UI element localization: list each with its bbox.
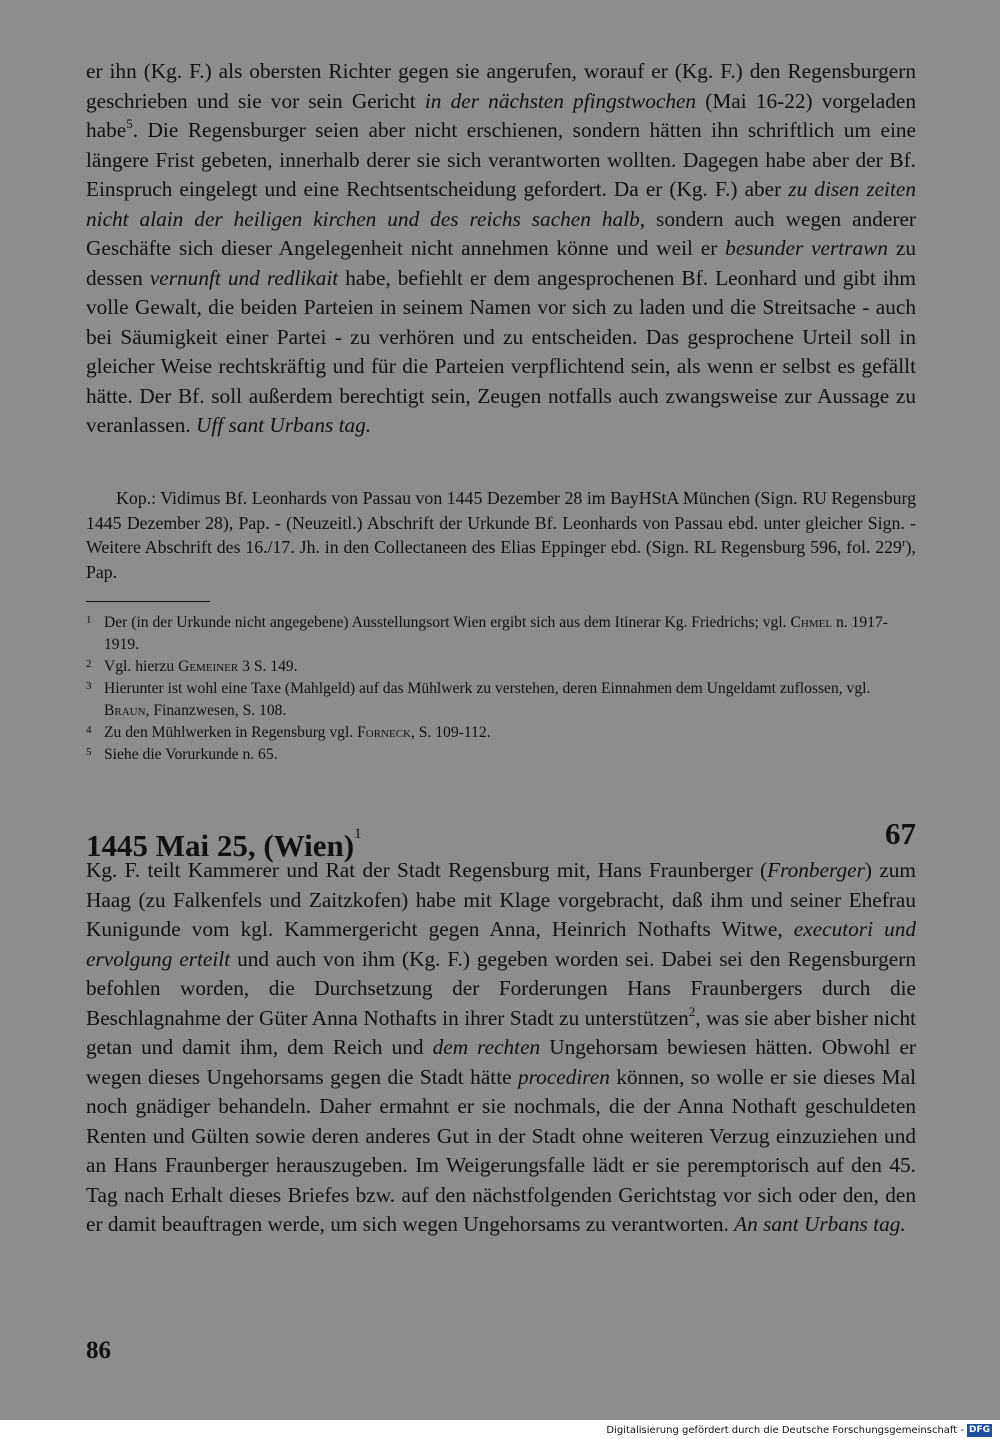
footnote-divider xyxy=(86,601,210,602)
footnote-3: 3 Hierunter ist wohl eine Taxe (Mahlgeld) auf das Mühlwerk zu verstehen, deren Einnahmen dem Ungeldamt zuflossen, vgl. Braun, Finanzwesen, S. 108. xyxy=(86,680,871,719)
footnote-ref: 5 xyxy=(126,116,133,131)
regest-paragraph-67: Kg. F. teilt Kammerer und Rat der Stadt Regensburg mit, Hans Fraunberger (Fronberger) zum Haag (zu Falkenfels und Zaitzkofen) habe mit Klage vorgebracht, daß ihm und seiner Ehefrau Kunigunde vom kgl. Kammergericht gegen Anna, Heinrich Nothafts Witwe, executori und ervolgung erteilt und auch von ihm (Kg. F.) gegeben worden sei. Dabei sei den Regensburgern befohlen worden, die Durchsetzung der Forderungen Hans Fraunbergers durch die Beschlagnahme der Güter Anna Nothafts in ihrer Stadt zu unterstützen$^2$, was sie aber bisher nicht getan und damit ihm, dem Reich und dem rechten Ungehorsam bewiesen hätten. Obwohl er wegen dieses Ungehorsams gegen die Stadt hätte procediren können, so wolle er sie dieses Mal noch gnädiger behandeln. Daher ermahnt er sie nochmals, die der Anna Nothaft geschuldeten Renten und Gülten sowie deren anderes Gut in der Stadt ohne weiteren Verzug einzuziehen und an Hans Fraunberger herauszugeben. Im Weigerungsfalle lädt er sie peremptorisch auf den 45. Tag nach Erhalt dieses Briefes bzw. auf den nächstfolgenden Gerichtstag vor sich oder den, den er damit beauftragen werde, um sich wegen Ungehorsams zu verantworten. An sant Urbans tag. xyxy=(86,858,917,1236)
footnote-ref: 2 xyxy=(688,1003,696,1019)
footnote-2: 2 Vgl. hierzu Gemeiner 3 S. 149. xyxy=(86,658,298,675)
document-number: 67 xyxy=(885,816,916,851)
page-number: 86 xyxy=(86,1337,111,1364)
heading-date: 1445 Mai 25, (Wien) xyxy=(86,828,355,863)
footnote-5: 5 Siehe die Vorurkunde n. 65. xyxy=(86,746,278,763)
footer-text: Digitalisierung gefördert durch die Deutsche Forschungsgemeinschaft - xyxy=(606,1424,964,1436)
digitization-footer xyxy=(606,1422,992,1438)
copy-note: Kop.: Vidimus Bf. Leonhards von Passau von 1445 Dezember 28 im BayHStA München (Sign. RU Regensburg 1445 Dezember 28), Pap. - (Neuzeitl.) Abschrift der Urkunde Bf. Leonhards von Passau ebd. unter gleicher Sign. - Weitere Abschrift des 16./17. Jh. in den Collectaneen des Elias Eppinger ebd. (Sign. RL Regensburg 596, fol. 229$^r$), Pap. xyxy=(86,488,916,582)
regest-paragraph-66-end: er ihn (Kg. F.) als obersten Richter gegen sie angerufen, worauf er (Kg. F.) den Regensburgern geschrieben und sie vor sein Gericht in der nächsten pfingstwochen (Mai 16-22) vorgeladen habe$^5$. Die Regensburger seien aber nicht erschienen, sondern hätten ihn schriftlich um eine längere Frist gebeten, innerhalb derer sie sich verantworten wollten. Dagegen habe aber der Bf. Einspruch eingelegt und eine Rechtsentscheidung gefordert. Da er (Kg. F.) aber zu disen zeiten nicht alain der heiligen kirchen und des reichs sachen halb, sondern auch wegen anderer Geschäfte sich dieser Angelegenheit nicht annehmen könne und weil er besunder vertrawn zu dessen vernunft und redlikait habe, befiehlt er dem angesprochenen Bf. Leonhard und gibt ihm volle Gewalt, die beiden Parteien in seinem Namen vor sich zu laden und die Streitsache - auch bei Säumigkeit einer Partei - zu verhören und zu entscheiden. Das gesprochene Urteil soll in gleicher Weise rechtskräftig und für die Parteien verpflichtend sein, als wenn er selbst es gefällt hätte. Der Bf. soll außerdem berechtigt sein, Zeugen notfalls auch zwangsweise zur Aussage zu veranlassen. Uff sant Urbans tag. xyxy=(86,59,917,437)
footnote-1: 1 Der (in der Urkunde nicht angegebene) Ausstellungsort Wien ergibt sich aus dem Itinerar Kg. Friedrichs; vgl. Chmel n. 1917-1919. xyxy=(86,614,888,653)
dfg-logo: DFG xyxy=(968,1424,990,1435)
heading-footnote-ref: 1 xyxy=(354,826,362,842)
footnote-4: 4 Zu den Mühlwerken in Regensburg vgl. Forneck, S. 109-112. xyxy=(86,724,491,741)
footnotes xyxy=(86,612,916,766)
